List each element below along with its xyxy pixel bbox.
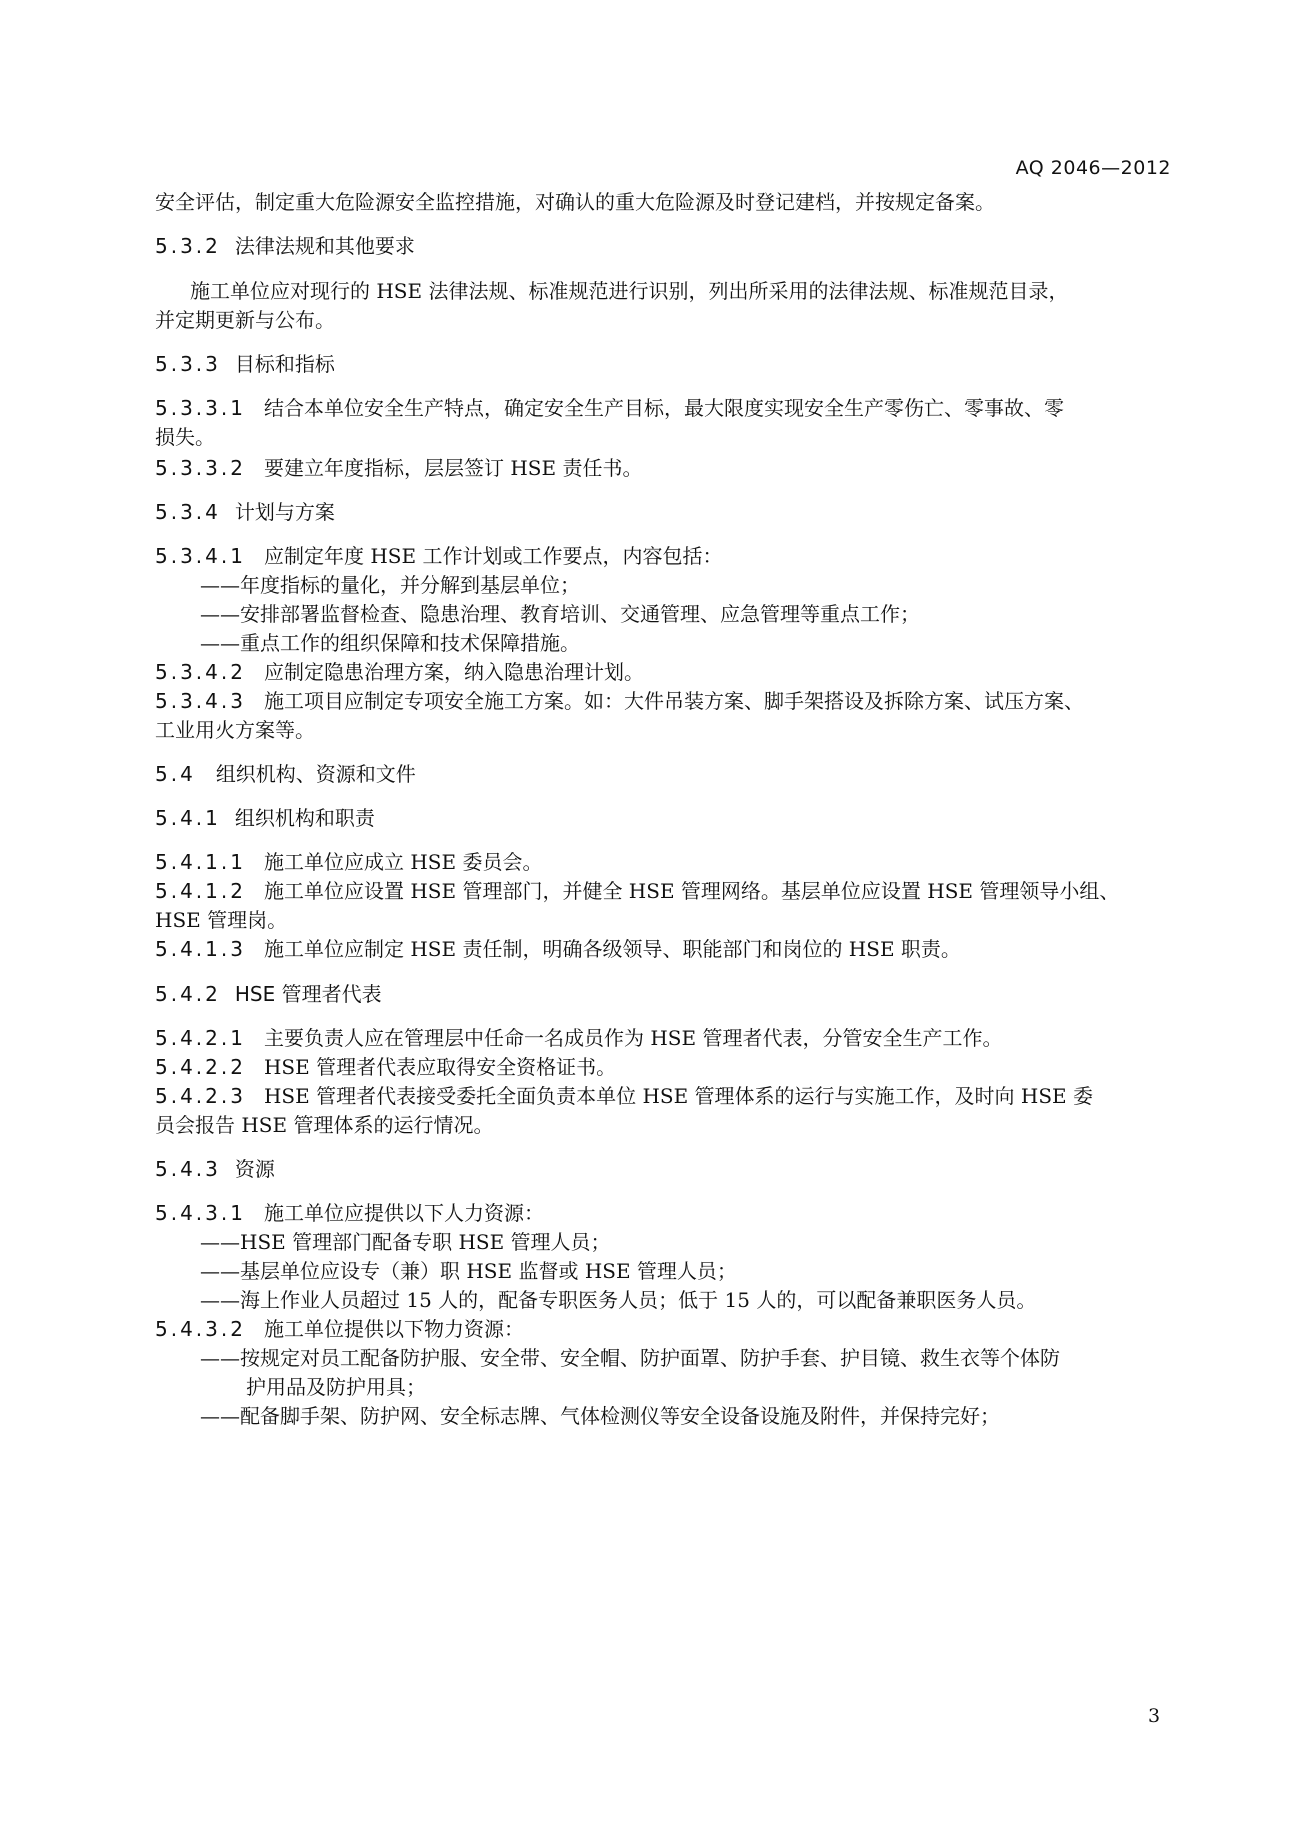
document-code: AQ 2046—2012 <box>1015 157 1171 179</box>
section-heading-5-3-4: 5.3.4 计划与方案 <box>155 500 335 524</box>
paragraph-line: HSE 管理岗。 <box>155 908 288 932</box>
section-heading-5-4: 5.4 组织机构、资源和文件 <box>155 762 416 786</box>
dash-item: ——基层单位应设专（兼）职 HSE 监督或 HSE 管理人员； <box>200 1259 737 1283</box>
paragraph-line: 施工单位应对现行的 HSE 法律法规、标准规范进行识别，列出所采用的法律法规、标准规范目录， <box>190 279 1069 303</box>
dash-item: ——重点工作的组织保障和技术保障措施。 <box>200 631 580 655</box>
page-number: 3 <box>1148 1705 1161 1727</box>
paragraph-line: 工业用火方案等。 <box>155 718 315 742</box>
clause-5-3-4-2: 5.3.4.2 应制定隐患治理方案，纳入隐患治理计划。 <box>155 660 644 684</box>
clause-5-3-4-1: 5.3.4.1 应制定年度 HSE 工作计划或工作要点，内容包括： <box>155 544 723 568</box>
clause-5-4-1-1: 5.4.1.1 施工单位应成立 HSE 委员会。 <box>155 850 543 874</box>
dash-item: ——按规定对员工配备防护服、安全带、安全帽、防护面罩、防护手套、护目镜、救生衣等个体防 <box>200 1346 1060 1370</box>
dash-item: ——HSE 管理部门配备专职 HSE 管理人员； <box>200 1230 611 1254</box>
clause-5-4-3-2: 5.4.3.2 施工单位提供以下物力资源： <box>155 1317 524 1341</box>
paragraph-line: 护用品及防护用具； <box>246 1375 426 1399</box>
paragraph-line: 安全评估，制定重大危险源安全监控措施，对确认的重大危险源及时登记建档，并按规定备案。 <box>155 190 995 214</box>
clause-5-3-3-1: 5.3.3.1 结合本单位安全生产特点，确定安全生产目标，最大限度实现安全生产零伤亡、零事故、零 <box>155 396 1064 420</box>
dash-item: ——年度指标的量化，并分解到基层单位； <box>200 573 580 597</box>
clause-5-4-3-1: 5.4.3.1 施工单位应提供以下人力资源： <box>155 1201 544 1225</box>
clause-5-3-4-3: 5.3.4.3 施工项目应制定专项安全施工方案。如：大件吊装方案、脚手架搭设及拆除方案、试压方案、 <box>155 689 1084 713</box>
clause-5-4-1-2: 5.4.1.2 施工单位应设置 HSE 管理部门，并健全 HSE 管理网络。基层单位应设置 HSE 管理领导小组、 <box>155 879 1120 903</box>
clause-5-4-1-3: 5.4.1.3 施工单位应制定 HSE 责任制，明确各级领导、职能部门和岗位的 HSE 职责。 <box>155 937 961 961</box>
dash-item: ——安排部署监督检查、隐患治理、教育培训、交通管理、应急管理等重点工作； <box>200 602 920 626</box>
section-heading-5-3-2: 5.3.2 法律法规和其他要求 <box>155 234 415 258</box>
dash-item: ——配备脚手架、防护网、安全标志牌、气体检测仪等安全设备设施及附件，并保持完好； <box>200 1404 1000 1428</box>
dash-item: ——海上作业人员超过 15 人的，配备专职医务人员；低于 15 人的，可以配备兼职医务人员。 <box>200 1288 1037 1312</box>
paragraph-line: 损失。 <box>155 425 215 449</box>
section-heading-5-4-2: 5.4.2 HSE 管理者代表 <box>155 982 382 1006</box>
clause-5-4-2-1: 5.4.2.1 主要负责人应在管理层中任命一名成员作为 HSE 管理者代表，分管安全生产工作。 <box>155 1026 1003 1050</box>
clause-5-3-3-2: 5.3.3.2 要建立年度指标，层层签订 HSE 责任书。 <box>155 456 643 480</box>
paragraph-line: 员会报告 HSE 管理体系的运行情况。 <box>155 1113 494 1137</box>
clause-5-4-2-3: 5.4.2.3 HSE 管理者代表接受委托全面负责本单位 HSE 管理体系的运行与实施工作，及时向 HSE 委 <box>155 1084 1093 1108</box>
section-heading-5-3-3: 5.3.3 目标和指标 <box>155 352 335 376</box>
paragraph-line: 并定期更新与公布。 <box>155 308 335 332</box>
section-heading-5-4-1: 5.4.1 组织机构和职责 <box>155 806 375 830</box>
section-heading-5-4-3: 5.4.3 资源 <box>155 1157 275 1181</box>
clause-5-4-2-2: 5.4.2.2 HSE 管理者代表应取得安全资格证书。 <box>155 1055 617 1079</box>
